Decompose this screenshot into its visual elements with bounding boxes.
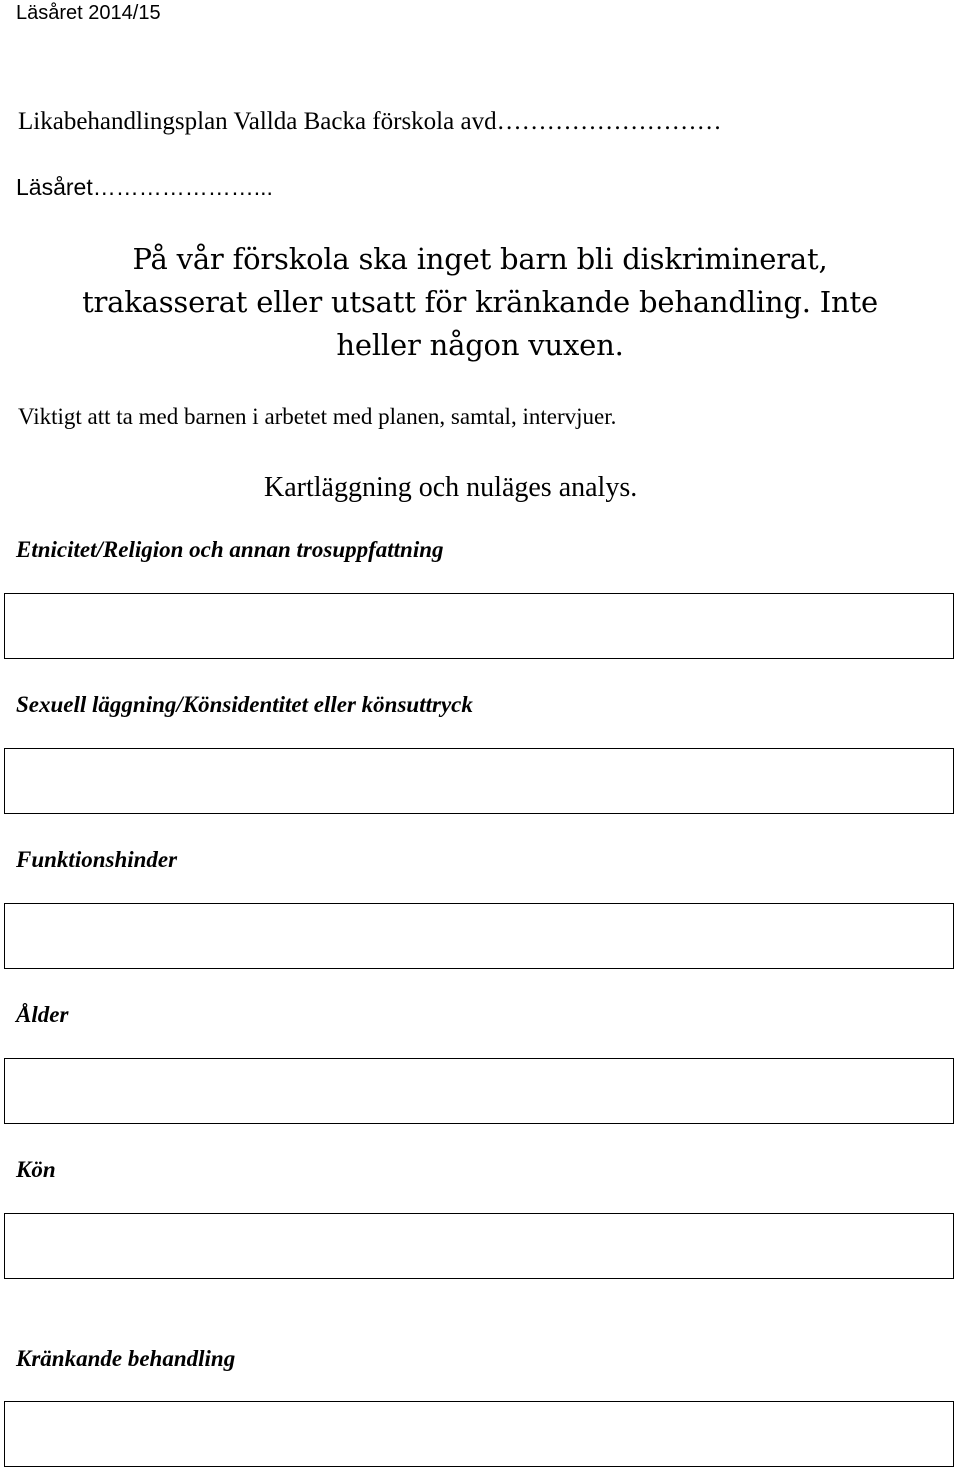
policy-statement — [0, 238, 960, 367]
answer-box-degrading-treatment[interactable] — [4, 1401, 954, 1467]
policy-statement-line: trakasserat eller utsatt för kränkande behandling. Inte — [82, 285, 878, 319]
policy-statement-line: På vår förskola ska inget barn bli diskriminerat, — [132, 242, 828, 276]
section-title: Kartläggning och nuläges analys. — [264, 472, 638, 503]
instruction-note: Viktigt att ta med barnen i arbetet med planen, samtal, intervjuer. — [18, 404, 617, 429]
school-year-header: Läsåret 2014/15 — [16, 2, 161, 24]
school-year-field: Läsåret…………………... — [16, 174, 273, 200]
answer-box-ethnicity-religion[interactable] — [4, 593, 954, 659]
answer-box-gender[interactable] — [4, 1213, 954, 1279]
category-label-degrading-treatment: Kränkande behandling — [16, 1346, 236, 1371]
category-label-sexual-orientation: Sexuell läggning/Könsidentitet eller könsuttryck — [16, 692, 473, 717]
answer-box-age[interactable] — [4, 1058, 954, 1124]
answer-box-disability[interactable] — [4, 903, 954, 969]
category-label-age: Ålder — [16, 1002, 69, 1027]
category-label-ethnicity-religion: Etnicitet/Religion och annan trosuppfattning — [16, 537, 444, 562]
plan-title: Likabehandlingsplan Vallda Backa förskola avd……………………… — [18, 108, 722, 135]
category-label-disability: Funktionshinder — [16, 847, 178, 872]
answer-box-sexual-orientation[interactable] — [4, 748, 954, 814]
category-label-gender: Kön — [16, 1157, 56, 1182]
policy-statement-line: heller någon vuxen. — [336, 328, 624, 362]
